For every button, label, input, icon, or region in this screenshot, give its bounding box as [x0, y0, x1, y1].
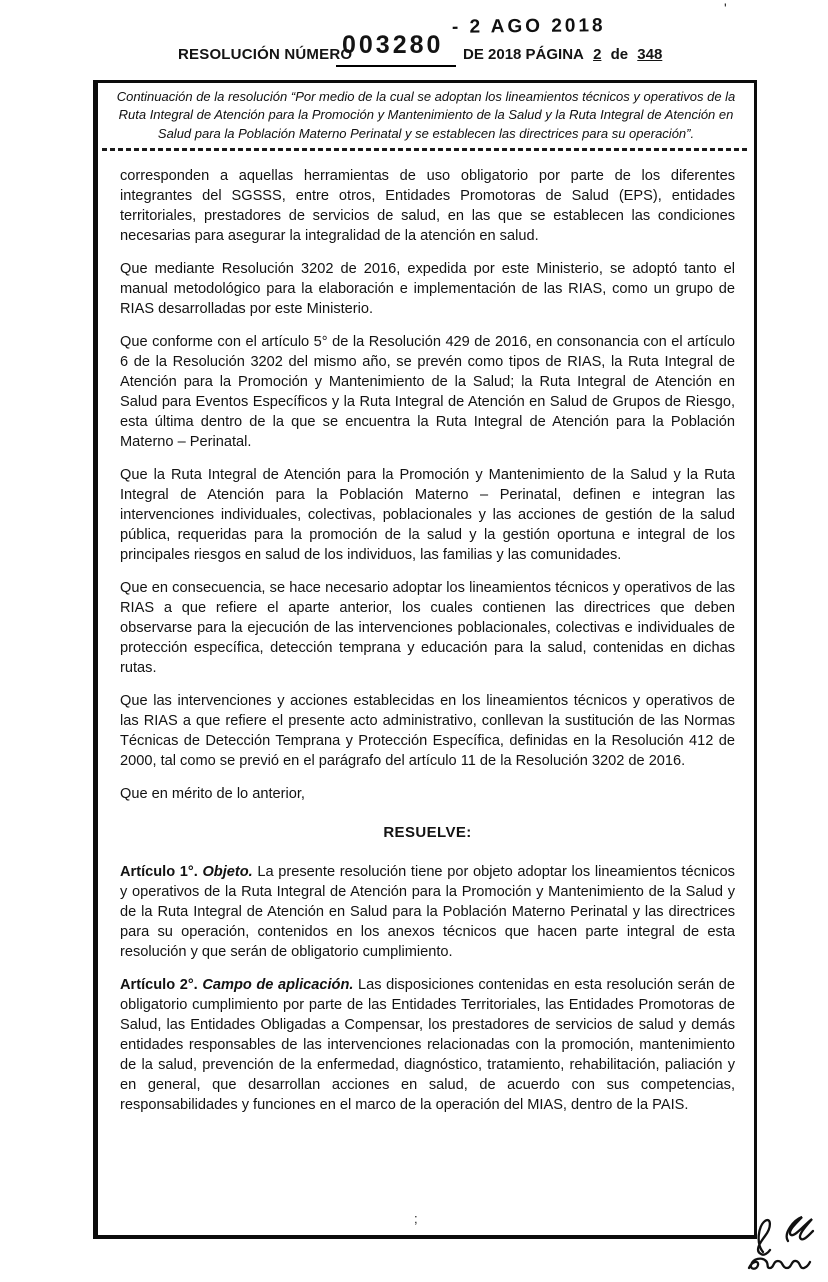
recital-paragraph-4: Que la Ruta Integral de Atención para la Promoción y Mantenimiento de la Salud y la Ruta Integral de Atención para la Población Materno – Perinatal, definen e integran las intervenciones individuales, colectivas, poblacionales y las acciones de gestión de la salud pública, requeridas para la promoción de la salud y la gestión oportuna e integral de los principales riesgos en salud de los individuos, las familias y las comunidades.: [120, 467, 735, 564]
document-frame: [93, 80, 757, 1239]
article-1-title: Objeto.: [202, 864, 253, 881]
scan-artifact-mark: ': [724, 0, 727, 16]
article-1-text: La presente resolución tiene por objeto adoptar los lineamientos técnicos y operativos de la Ruta Integral de Atención para la Promoción y Mantenimiento de la Salud y de la Ruta Integral de Atención en Salud para la Población Materno Perinatal y las directrices para su operación, contenidos en los anexos técnicos que hacen parte integral de esta resolución y que serán de obligatorio cumplimiento.: [120, 864, 735, 961]
page-total: 348: [637, 46, 663, 63]
number-blank-line: [336, 65, 456, 67]
resuelve-heading: RESUELVE:: [383, 824, 472, 842]
recital-paragraph-5: Que en consecuencia, se hace necesario adoptar los lineamientos técnicos y operativos de las RIAS a que refiere el aparte anterior, los cuales contienen las directrices que deben observarse para la ejecución de las intervenciones poblacionales, colectivas e individuales de protección específica, detección temprana y educación para la salud, contenidas en dichas rutas.: [120, 580, 735, 677]
article-2-label: Artículo 2°.: [120, 977, 198, 994]
article-1-label: Artículo 1°.: [120, 864, 198, 881]
resolution-number-stamp: 003280: [342, 31, 444, 59]
recital-paragraph-1: corresponden a aquellas herramientas de uso obligatorio por parte de los diferentes integrantes del SGSSS, entre otros, Entidades Promotoras de Salud (EPS), entidades territoriales, prestadores de servicios de salud, en las que se establecen las condiciones necesarias para asegurar la integralidad de la atención en salud.: [120, 168, 735, 245]
handwritten-initials-icon: [733, 1206, 828, 1280]
recital-paragraph-3: Que conforme con el artículo 5° de la Resolución 429 de 2016, en consonancia con el artículo 6 de la Resolución 3202 del mismo año, se prevén como tipos de RIAS, la Ruta Integral de Atención para la Promoción y Mantenimiento de la Salud; la Ruta Integral de Atención en Salud para Eventos Específicos y la Ruta Integral de Atención en Salud de Grupos de Riesgo, esta última dentro de la que se encuentra la Ruta Integral de Atención para la Población Materno – Perinatal.: [120, 334, 735, 451]
article-2-title: Campo de aplicación.: [202, 977, 354, 994]
scan-stray-mark: ;: [414, 1211, 418, 1226]
page-current: 2: [593, 46, 602, 63]
resolution-title-prefix: RESOLUCIÓN NÚMERO: [178, 46, 353, 63]
merito-line: Que en mérito de lo anterior,: [120, 786, 305, 803]
page-indicator: [463, 46, 662, 63]
recital-paragraph-2: Que mediante Resolución 3202 de 2016, expedida por este Ministerio, se adoptó tanto el manual metodológico para la elaboración e implementación de las RIAS, como un grupo de RIAS desarrolladas por este Ministerio.: [120, 261, 735, 318]
continuation-note: Continuación de la resolución “Por medio de la cual se adoptan los lineamientos técnicos y operativos de la Ruta Integral de Atención para la Promoción y Mantenimiento de la Salud y la Ruta Integral de Atención en Salud para la Población Materno Perinatal y se establecen las directrices para su operación”.: [116, 89, 736, 141]
document-body: [98, 151, 754, 1115]
date-stamp: - 2 AGO 2018: [451, 15, 606, 38]
article-2-text: Las disposiciones contenidas en esta resolución serán de obligatorio cumplimiento por parte de las Entidades Territoriales, las Entidades Promotoras de Salud, las Entidades Obligadas a Compensar, los prestadores de servicios de salud y demás entidades responsables de las intervenciones relacionadas con la promoción, mantenimiento de la salud, prevención de la enfermedad, diagnóstico, tratamiento, rehabilitación, paliación y en general, que desarrollan acciones en salud, de acuerdo con sus competencias, responsabilidades y funciones en el marco de la operación del MIAS, dentro de la PAIS.: [120, 977, 735, 1114]
page-label: DE 2018 PÁGINA: [463, 46, 584, 63]
recital-paragraph-6: Que las intervenciones y acciones establecidas en los lineamientos técnicos y operativos de las RIAS a que refiere el presente acto administrativo, conllevan la sustitución de las Normas Técnicas de Detección Temprana y Protección Específica, definidas en la Resolución 412 de 2000, tal como se previó en el parágrafo del artículo 11 de la Resolución 3202 de 2016.: [120, 693, 735, 770]
article-2-paragraph: [120, 975, 735, 1115]
article-1-paragraph: [120, 862, 735, 962]
page-of-label: de: [610, 46, 629, 63]
